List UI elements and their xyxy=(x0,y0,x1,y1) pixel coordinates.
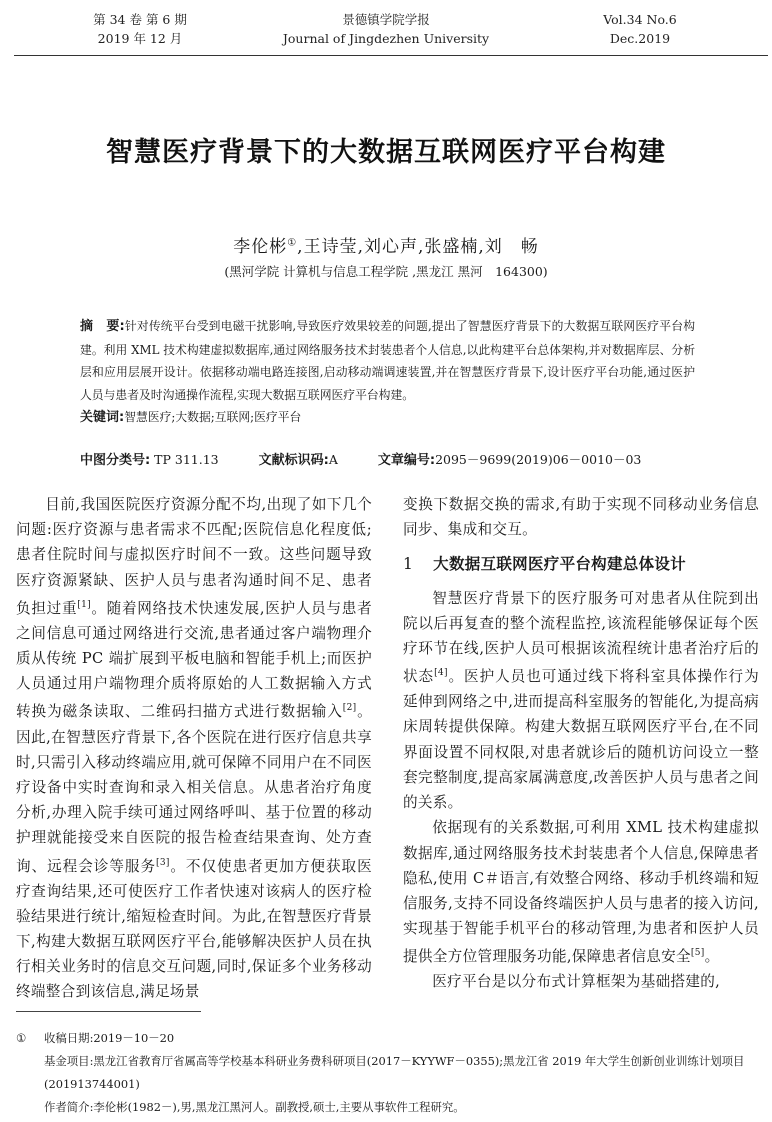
citation-4[interactable]: [4] xyxy=(434,668,448,679)
article-no-label: 文章编号: xyxy=(377,453,436,468)
right-column xyxy=(403,492,759,995)
journal-name-cn: 景德镇学院学报 xyxy=(342,12,430,27)
section-paragraph-3: 医疗平台是以分布式计算框架为基础搭建的, xyxy=(432,973,721,991)
p1-rest: 。医护人员也可通过线下将科室具体操作行为延伸到网络之中,进而提高科室服务的智能化,为提高病床周转提供保障。构建大数据互联网医疗平台,在不同界面设置不同权限,对患者就诊后的随机访问设立一整套完整制度,提高家属满意度,改善医护人员与患者之间的关系。 xyxy=(403,668,759,812)
header-volume-issue: 第 34 卷 第 6 期 xyxy=(93,12,187,27)
section-paragraph-2 xyxy=(403,815,759,969)
header-volume-en xyxy=(570,10,710,48)
keywords-text: 智慧医疗;大数据;互联网;医疗平台 xyxy=(124,410,302,424)
intro-text-4: 。不仅使患者更加方便获取医疗查询结果,还可使医疗工作者快速对该病人的医疗检验结果进行统计,缩短检查时间。为此,在智慧医疗背景下,构建大数据互联网医疗平台,能够解决医护人员在执行相关业务时的信息交互问题,同时,保证多个业务移动终端整合到该信息,满足场景 xyxy=(16,857,372,1001)
left-column xyxy=(16,492,372,1005)
p2-rest: 。 xyxy=(704,948,720,966)
received-date: 收稿日期:2019－10－20 xyxy=(44,1031,175,1045)
header-date-en: Dec.2019 xyxy=(609,31,671,46)
affiliation: (黑河学院 计算机与信息工程学院 ,黑龙江 黑河 164300) xyxy=(224,264,548,279)
intro-text-1: 目前,我国医院医疗资源分配不均,出现了如下几个问题:医疗资源与患者需求不匹配;医院信息化程度低;患者住院时间与虚拟医疗时间不一致。这些问题导致医疗资源紧缺、医护人员与患者沟通时间不足、患者负担过重 xyxy=(16,496,372,617)
author-footnote-mark: ① xyxy=(287,237,298,249)
footnote-author-bio: 作者简介:李伦彬(1982－),男,黑龙江黑河人。副教授,硕士,主要从事软件工程研究。 xyxy=(44,1100,465,1114)
abstract xyxy=(80,315,695,430)
footnote-received xyxy=(16,1027,761,1050)
p1-text: 智慧医疗背景下的医疗服务可对患者从住院到出院以后再复查的整个流程监控,该流程能够保证每个医疗环节在线,医护人员可根据该流程统计患者治疗后的状态 xyxy=(403,589,759,686)
intro-paragraph xyxy=(16,492,372,1005)
header-vol-no: Vol.34 No.6 xyxy=(603,12,677,27)
classification-line xyxy=(80,449,700,468)
doc-code-label: 文献标识码: xyxy=(258,453,329,468)
first-author: 李伦彬 xyxy=(233,237,288,257)
header-date-cn: 2019 年 12 月 xyxy=(97,31,183,46)
citation-2[interactable]: [2] xyxy=(342,703,357,714)
footnote-fund: 基金项目:黑龙江省教育厅省属高等学校基本科研业务费科研项目(2017－KYYWF－0355);黑龙江省 2019 年大学生创新创业训练计划项目(201913744001) xyxy=(44,1054,745,1091)
header-volume xyxy=(70,10,210,48)
article-no-value: 2095－9699(2019)06－0010－03 xyxy=(435,452,642,467)
section-number: 1 xyxy=(403,555,414,574)
section-title: 大数据互联网医疗平台构建总体设计 xyxy=(433,555,686,574)
p2-text: 依据现有的关系数据,可利用 XML 技术构建虚拟数据库,通过网络服务技术封装患者个人信息,保障患者隐私,使用 C＃语言,有效整合网络、移动手机终端和短信服务,支持不同设备终端医护人员与患者的接入访问,实现基于智能手机平台的移动管理,为患者和医护人员提供全方位管理服务功能,保障患者信息安全 xyxy=(403,819,759,966)
clc-value: TP 311.13 xyxy=(150,452,219,467)
keywords-label: 关键词: xyxy=(80,410,125,425)
intro-text-2: 。随着网络技术快速发展,医护人员与患者之间信息可通过网络进行交流,患者通过客户端物理介质从传统 PC 端扩展到平板电脑和智能手机上;而医护人员通过用户端物理介质将原始的人工数据输入方式转换为磁条读取、二维码扫描方式进行数据输入 xyxy=(16,599,373,721)
footnote-rule xyxy=(16,1011,201,1012)
doc-code-value: A xyxy=(328,452,338,467)
abstract-label: 摘 要: xyxy=(80,319,125,334)
journal-name-en: Journal of Jingdezhen University xyxy=(282,31,490,46)
abstract-text: 针对传统平台受到电磁干扰影响,导致医疗效果较差的问题,提出了智慧医疗背景下的大数据互联网医疗平台构建。利用 XML 技术构建虚拟数据库,通过网络服务技术封装患者个人信息,以此构建平台总体架构,并对数据库层、分析层和应用层展开设计。依据移动端电路连接图,启动移动端调速装置,并在智慧医疗背景下,设计医疗平台功能,通过医护人员与患者及时沟通操作流程,实现大数据互联网医疗平台构建。 xyxy=(80,319,695,402)
intro-text-3: 。因此,在智慧医疗背景下,各个医院在进行医疗信息共享时,只需引入移动终端应用,就可保障不同用户在不同医疗设备中实时查询和录入相关信息。从患者治疗角度分析,办理入院手续可通过网络呼叫、基于位置的移动护理就能接受来自医院的报告检查结果查询、处方查询、远程会诊等服务 xyxy=(16,703,372,875)
section-paragraph-1 xyxy=(403,586,759,816)
author-list xyxy=(0,232,772,257)
citation-5[interactable]: [5] xyxy=(690,948,705,959)
header-journal xyxy=(276,10,496,48)
footnotes xyxy=(16,1027,761,1119)
intro-continuation: 变换下数据交换的需求,有助于实现不同移动业务信息同步、集成和交互。 xyxy=(403,496,759,539)
citation-3[interactable]: [3] xyxy=(156,857,170,868)
header-rule xyxy=(14,55,768,56)
paper-title: 智慧医疗背景下的大数据互联网医疗平台构建 xyxy=(106,137,666,168)
citation-1[interactable]: [1] xyxy=(77,599,91,610)
running-header xyxy=(0,10,772,54)
clc-label: 中图分类号: xyxy=(80,453,151,468)
other-authors: ,王诗莹,刘心声,张盛楠,刘 畅 xyxy=(297,237,539,257)
section-heading xyxy=(403,552,759,577)
footnote-mark: ① xyxy=(16,1031,27,1045)
